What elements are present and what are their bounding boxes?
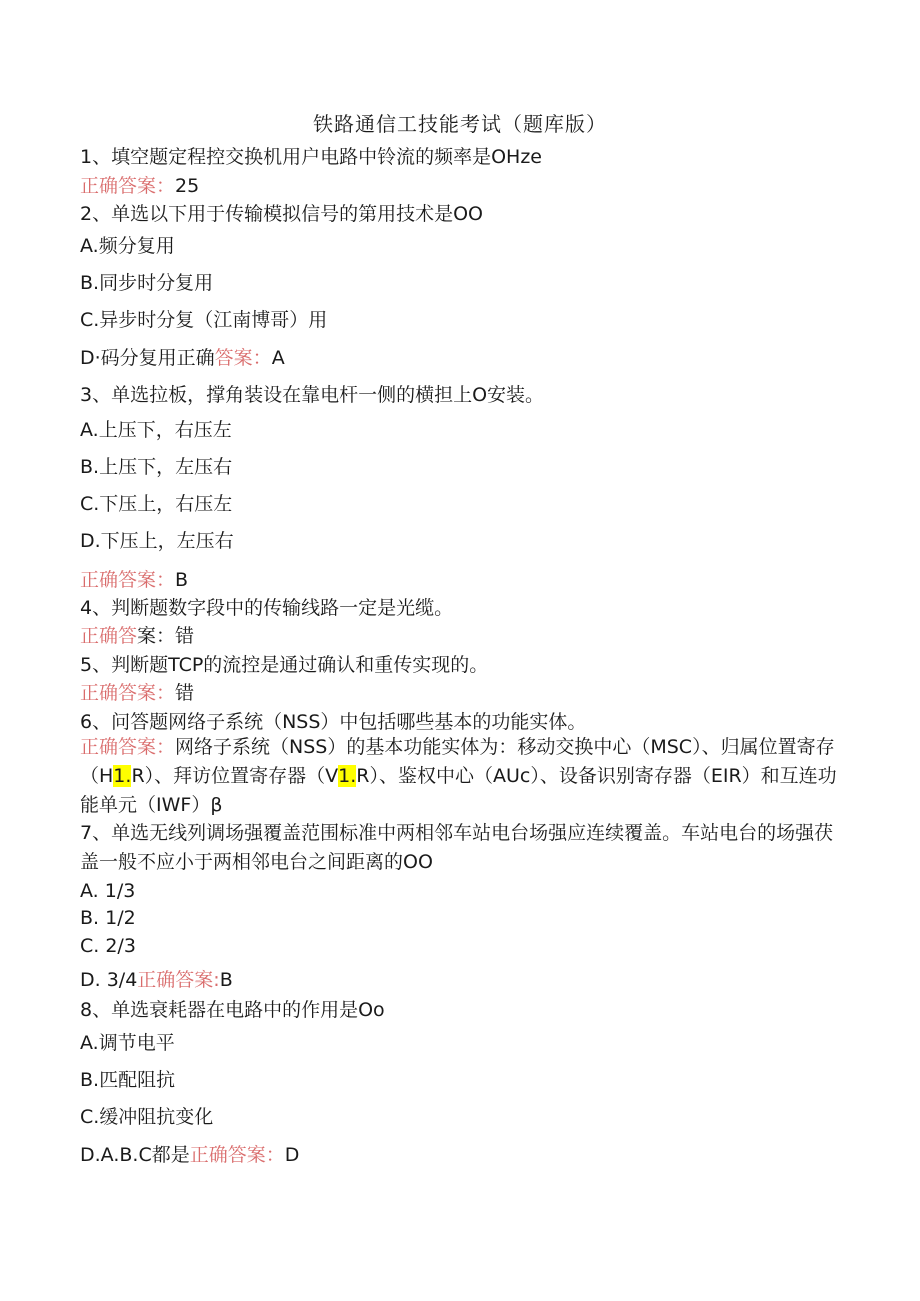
answer-label: 正确答 (80, 625, 138, 647)
question-4: 4、判断题数字段中的传输线路一定是光缆。 (80, 597, 454, 619)
answer-label: 正确答案： (80, 736, 176, 758)
answer-value: B (219, 969, 233, 991)
option-2d: D·码分复用正确 (80, 347, 215, 369)
answer-label-tail: 案： (137, 625, 176, 647)
answer-label: 答案： (214, 347, 272, 369)
question-5: 5、判断题TCP的流控是通过确认和重传实现的。 (80, 654, 489, 676)
option-7d-with-answer (80, 965, 233, 992)
answer-value: D (284, 1144, 300, 1166)
answer-text-1: 网络子系统（NSS）的基本功能实体为：移动交换中心（MSC）、归属位置寄存（H (80, 736, 835, 787)
answer-label: 正确答案： (189, 1144, 285, 1166)
option-3d: D.下压上，左压右 (80, 530, 234, 552)
question-8: 8、单选衰耗器在电路中的作用是Oo (80, 999, 385, 1021)
answer-value: 错 (175, 682, 195, 704)
option-7d: D. 3/4 (80, 969, 138, 991)
answer-label: 正确答案： (80, 175, 176, 197)
question-3: 3、单选拉板，撑角装设在靠电杆一侧的横担上O安装。 (80, 384, 545, 406)
answer-6 (80, 733, 840, 820)
option-2d-with-answer (80, 343, 285, 370)
answer-text-2: R）、拜访位置寄存器（V (131, 765, 339, 787)
answer-3 (80, 565, 188, 592)
option-3b: B.上压下，左压右 (80, 456, 233, 478)
answer-label: 正确答案： (80, 682, 176, 704)
question-2: 2、单选以下用于传输模拟信号的第用技术是OO (80, 203, 483, 225)
answer-value: 25 (175, 175, 200, 197)
option-3a: A.上压下，右压左 (80, 419, 232, 441)
answer-label: 正确答案： (80, 569, 176, 591)
document-title: 铁路通信工技能考试（题库版） (313, 112, 607, 136)
answer-value: A (271, 347, 285, 369)
option-8c: C.缓冲阻抗变化 (80, 1106, 214, 1128)
option-2c: C.异步时分复（江南博哥）用 (80, 309, 328, 331)
question-1: 1、填空题定程控交换机用户电路中铃流的频率是OHze (80, 146, 542, 168)
option-8a: A.调节电平 (80, 1032, 175, 1054)
option-7c: C. 2/3 (80, 935, 136, 957)
answer-label: 正确答案: (137, 969, 220, 991)
option-3c: C.下压上，右压左 (80, 493, 233, 515)
answer-1 (80, 171, 199, 198)
answer-text-3: R）、鉴权中心（AUc）、设备识别寄存器（EIR）和互连功能单元（IWF）β (80, 765, 837, 816)
option-8b: B.匹配阻抗 (80, 1069, 176, 1091)
option-8d: D.A.B.C都是 (80, 1144, 190, 1166)
answer-value: 错 (175, 625, 195, 647)
highlight-2: 1. (338, 765, 357, 787)
answer-4 (80, 621, 194, 648)
option-7a: A. 1/3 (80, 880, 136, 902)
answer-5 (80, 678, 194, 705)
option-7b: B. 1/2 (80, 907, 136, 929)
option-2a: A.频分复用 (80, 235, 175, 257)
highlight-1: 1. (113, 765, 132, 787)
question-7: 7、单选无线列调场强覆盖范围标准中两相邻车站电台场强应连续覆盖。车站电台的场强茯盖一般不应小于两相邻电台之间距离的OO (80, 822, 834, 873)
answer-value: B (175, 569, 189, 591)
option-2b: B.同步时分复用 (80, 272, 214, 294)
option-8d-with-answer (80, 1140, 299, 1167)
question-6: 6、问答题网络子系统（NSS）中包括哪些基本的功能实体。 (80, 711, 587, 733)
